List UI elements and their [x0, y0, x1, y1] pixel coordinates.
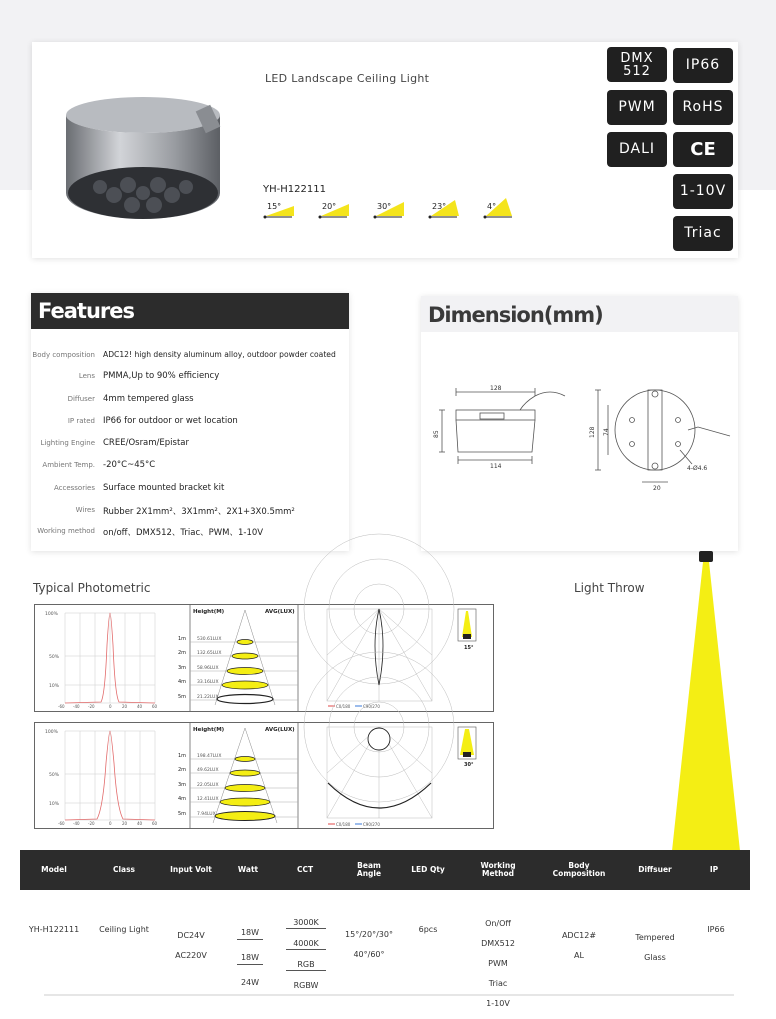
dim-hole: 4-Ø4.6	[687, 465, 708, 472]
td-watt-line: 24W	[240, 978, 260, 987]
feature-key: IP rated	[67, 417, 95, 425]
dim-20: 20	[653, 485, 661, 492]
td-method-line: DMX512	[481, 939, 515, 948]
height-label: 3m	[178, 665, 187, 671]
feature-row	[31, 395, 349, 409]
dimension-drawing	[430, 380, 735, 495]
dim-bottom-width: 114	[490, 463, 502, 470]
feature-value: Rubber 2X1mm²、3X1mm²、2X1+3X0.5mm²	[103, 507, 295, 517]
th-input-volt: Input Volt	[170, 865, 212, 874]
td-working-method	[454, 909, 542, 1019]
th-working-method: Working Method	[480, 861, 516, 878]
legend-c0: C0/180	[336, 704, 351, 709]
lux-label: 49.62LUX	[197, 768, 219, 773]
dim-total-height: 128	[589, 426, 596, 438]
td-diffuser	[616, 923, 694, 973]
x-tick: 40	[137, 821, 143, 826]
badge-dmx512: DMX 512	[607, 47, 667, 82]
height-header: Height(M)	[193, 609, 225, 615]
badge-pwm: PWM	[607, 90, 667, 125]
height-label: 5m	[178, 694, 187, 700]
th-beam-angle: Beam Angle	[356, 861, 382, 878]
feature-key: Diffuser	[67, 395, 95, 403]
feature-value: -20°C~45°C	[103, 460, 156, 470]
td-body-line: ADC12#	[561, 931, 597, 940]
beam-icon	[262, 198, 294, 220]
feature-value: CREE/Osram/Epistar	[103, 438, 190, 448]
beam-icon	[372, 198, 404, 220]
height-label: 4m	[178, 679, 187, 685]
lux-label: 33.16LUX	[197, 680, 219, 685]
lux-label: 198.47LUX	[197, 754, 222, 759]
legend-c0: C0/180	[336, 822, 351, 827]
footer-divider	[44, 994, 734, 996]
product-code: YH-H122111	[263, 184, 326, 195]
spec-table-header	[20, 850, 750, 890]
lux-label: 21.22LUX	[197, 695, 219, 700]
td-cct-line: RGB	[286, 960, 326, 971]
x-tick: 0	[109, 821, 112, 826]
feature-value: PMMA,Up to 90% efficiency	[103, 371, 220, 381]
feature-row	[31, 527, 349, 541]
td-class: Ceiling Light	[99, 925, 149, 934]
td-body-line: AL	[574, 951, 584, 960]
height-label: 2m	[178, 650, 187, 656]
feature-key: Ambient Temp.	[42, 461, 95, 469]
th-body-composition: Body Composition	[552, 861, 606, 878]
badge-triac: Triac	[673, 216, 733, 251]
th-diffuser: Diffsuer	[638, 865, 672, 874]
feature-row	[31, 351, 349, 365]
td-diffuser-line: Glass	[644, 953, 666, 962]
height-label: 1m	[178, 753, 187, 759]
pct-label: 100%	[45, 730, 58, 735]
dim-inner-height: 74	[603, 428, 610, 436]
feature-row	[31, 417, 349, 431]
lux-label: 7.94LUX	[197, 812, 216, 817]
feature-row	[31, 372, 349, 386]
beam-thumb-label: 30°	[464, 762, 474, 768]
beam-icon	[482, 198, 514, 220]
legend-c90: C90/270	[363, 822, 380, 827]
td-ip: IP66	[707, 925, 725, 934]
pct-label: 50%	[49, 655, 60, 660]
beam-label: 23°	[432, 202, 447, 211]
features-title: Features	[38, 299, 134, 323]
td-beam-angle	[336, 920, 402, 970]
beam-icon	[427, 198, 459, 220]
beam-label: 30°	[377, 202, 392, 211]
features-header	[31, 293, 349, 329]
legend-c90: C90/270	[363, 704, 380, 709]
td-input-volt-line: DC24V	[177, 931, 205, 940]
dimension-title: Dimension(mm)	[428, 303, 603, 327]
feature-row	[31, 506, 349, 520]
td-model: YH-H122111	[28, 925, 80, 934]
x-tick: -40	[73, 704, 80, 709]
feature-row	[31, 439, 349, 453]
x-tick: -20	[88, 704, 95, 709]
avg-header: AVG(LUX)	[265, 609, 295, 615]
td-cct-line: RGBW	[293, 981, 319, 990]
td-diffuser-line: Tempered	[635, 933, 675, 942]
light-throw-title: Light Throw	[574, 581, 645, 595]
badge-ip66: IP66	[673, 48, 733, 83]
td-cct-line: 4000K	[286, 939, 326, 950]
feature-row	[31, 461, 349, 475]
th-watt: Watt	[237, 865, 259, 874]
td-method-line: PWM	[488, 959, 508, 968]
light-throw-beam	[668, 551, 744, 851]
td-watt-line: 18W	[237, 927, 263, 940]
dim-height: 85	[433, 430, 440, 438]
beam-label: 4°	[487, 202, 497, 211]
feature-key: Lens	[78, 372, 95, 380]
lux-label: 132.65LUX	[197, 651, 222, 656]
pct-label: 10%	[49, 684, 60, 689]
beam-label: 15°	[267, 202, 282, 211]
beam-icon	[317, 198, 349, 220]
beam-label: 20°	[322, 202, 337, 211]
dimension-header	[421, 296, 738, 332]
avg-header: AVG(LUX)	[265, 727, 295, 733]
x-tick: 20	[122, 821, 128, 826]
td-body	[542, 921, 616, 971]
td-input-volt-line: AC220V	[175, 951, 207, 960]
th-model: Model	[41, 865, 67, 874]
th-ip: IP	[709, 865, 719, 874]
x-tick: -40	[73, 821, 80, 826]
product-image	[60, 95, 230, 230]
th-class: Class	[112, 865, 136, 874]
photometric-panel-30	[34, 722, 494, 829]
td-method-line: 1-10V	[486, 999, 510, 1008]
badge-rohs: RoHS	[673, 90, 733, 125]
height-label: 3m	[178, 782, 187, 788]
feature-key: Wires	[75, 506, 95, 514]
dim-top-width: 128	[490, 385, 502, 392]
td-method-line: Triac	[488, 979, 508, 988]
td-cct-line: 3000K	[286, 918, 326, 929]
x-tick: -20	[88, 821, 95, 826]
x-tick: 60	[152, 704, 158, 709]
height-label: 4m	[178, 796, 187, 802]
height-label: 1m	[178, 636, 187, 642]
feature-value: IP66 for outdoor or wet location	[103, 416, 238, 426]
x-tick: 40	[137, 704, 143, 709]
th-led-qty: LED Qty	[411, 865, 445, 874]
x-tick: -60	[58, 704, 65, 709]
feature-key: Lighting Engine	[40, 439, 95, 447]
feature-key: Working method	[37, 527, 95, 535]
feature-value: 4mm tempered glass	[103, 394, 194, 404]
th-cct: CCT	[296, 865, 314, 874]
product-title: LED Landscape Ceiling Light	[265, 72, 430, 85]
x-tick: 20	[122, 704, 128, 709]
pct-label: 100%	[45, 612, 58, 617]
feature-value: ADC12! high density aluminum alloy, outdoor powder coated	[103, 350, 336, 359]
photometric-panel-15	[34, 604, 494, 712]
td-cct	[286, 908, 326, 1001]
lux-label: 530.61LUX	[197, 637, 222, 642]
badge-1-10v: 1-10V	[673, 174, 733, 209]
td-watt	[237, 915, 263, 1001]
feature-row	[31, 484, 349, 498]
x-tick: -60	[58, 821, 65, 826]
lux-label: 12.41LUX	[197, 797, 219, 802]
beam-thumb-label: 15°	[464, 645, 474, 651]
pct-label: 50%	[49, 773, 60, 778]
feature-value: Surface mounted bracket kit	[103, 483, 225, 493]
feature-value: on/off、DMX512、Triac、PWM、1-10V	[103, 528, 264, 538]
photometric-title: Typical Photometric	[33, 581, 151, 595]
td-beam-line: 15°/20°/30°	[345, 930, 393, 939]
pct-label: 10%	[49, 802, 60, 807]
badge-dali: DALI	[607, 132, 667, 167]
td-watt-line: 18W	[237, 952, 263, 965]
td-beam-line: 40°/60°	[353, 950, 385, 959]
td-method-line: On/Off	[485, 919, 511, 928]
td-led-qty: 6pcs	[418, 925, 438, 934]
x-tick: 0	[109, 704, 112, 709]
badge-ce: CE	[673, 132, 733, 167]
td-input-volt	[160, 921, 222, 971]
feature-key: Accessories	[53, 484, 95, 492]
feature-key: Body composition	[32, 351, 95, 359]
lux-label: 58.96LUX	[197, 666, 219, 671]
height-label: 2m	[178, 767, 187, 773]
x-tick: 60	[152, 821, 158, 826]
height-header: Height(M)	[193, 727, 225, 733]
lux-label: 22.05LUX	[197, 783, 219, 788]
height-label: 5m	[178, 811, 187, 817]
